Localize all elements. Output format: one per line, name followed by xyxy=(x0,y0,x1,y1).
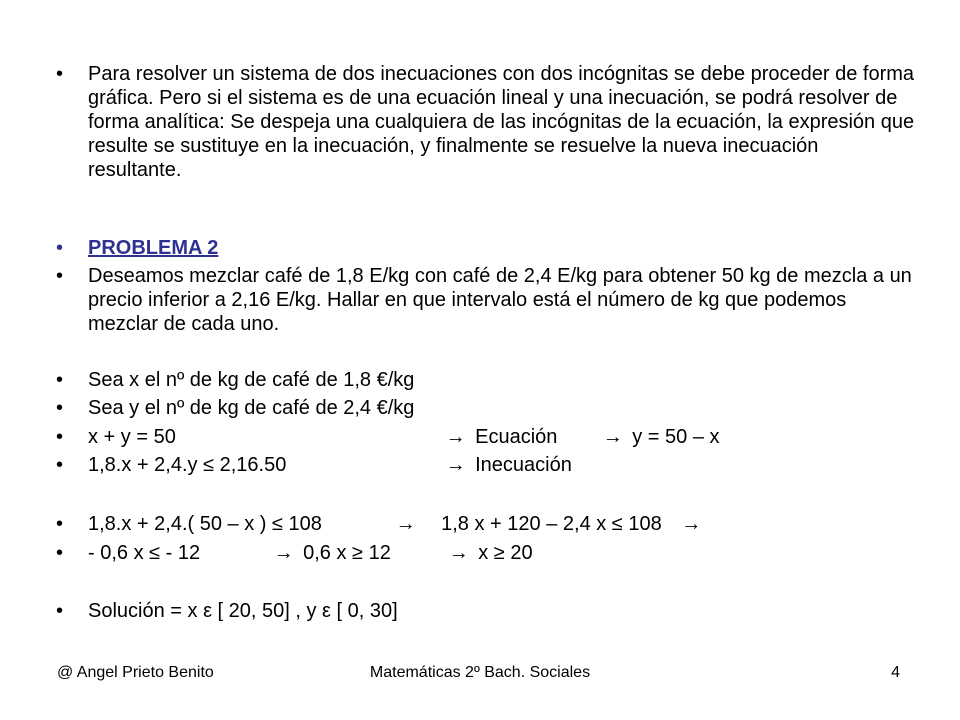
footer-author: @ Angel Prieto Benito xyxy=(57,664,214,681)
arrow-icon: → xyxy=(445,454,466,476)
arrow-icon: → xyxy=(681,513,702,535)
footer-page-number: 4 xyxy=(891,664,900,681)
equation-left: x + y = 50 xyxy=(88,426,176,448)
arrow-icon: → xyxy=(273,542,294,564)
simplification-content xyxy=(88,541,916,565)
arrow-icon: → xyxy=(445,426,466,448)
arrow-icon: → xyxy=(602,426,623,448)
substitution-right: 1,8 x + 120 – 2,4 x ≤ 108 xyxy=(441,513,662,535)
bullet: • xyxy=(56,454,64,476)
problem-heading-text: PROBLEMA 2 xyxy=(88,237,219,259)
bullet: • xyxy=(56,63,64,85)
intro-paragraph xyxy=(56,62,916,206)
problem-statement xyxy=(56,264,916,336)
intro-text: Para resolver un sistema de dos inecuaciones con dos incógnitas se debe proceder de forma gráfica. Pero si el sistema es de una ecuación lineal y una inecuación, se podrá resolver de forma analítica: Se despeja una cualquiera de las incógnitas de la ecuación, la expresión que resulte se sustituye en la inecuación, y finalmente se resuelve la nueva inecuación resultante. xyxy=(88,63,915,181)
bullet: • xyxy=(56,542,64,564)
arrow-icon: → xyxy=(395,513,416,535)
substitution-content xyxy=(88,512,916,536)
simplification-a: - 0,6 x ≤ - 12 xyxy=(88,542,201,564)
bullet: • xyxy=(56,265,64,287)
equation-result: y = 50 – x xyxy=(632,426,720,448)
bullet: • xyxy=(56,237,64,259)
equation-label: Ecuación xyxy=(475,426,558,448)
bullet: • xyxy=(56,513,64,535)
inequation-label: Inecuación xyxy=(475,454,572,476)
bullet: • xyxy=(56,369,64,391)
equation-content xyxy=(88,425,916,449)
arrow-icon: → xyxy=(448,542,469,564)
bullet: • xyxy=(56,600,64,622)
bullet: • xyxy=(56,426,64,448)
simplification-c: x ≥ 20 xyxy=(478,542,533,564)
x-definition-text: Sea x el nº de kg de café de 1,8 €/kg xyxy=(88,369,415,391)
bullet: • xyxy=(56,397,64,419)
footer-course: Matemáticas 2º Bach. Sociales xyxy=(369,664,591,681)
simplification-b: 0,6 x ≥ 12 xyxy=(303,542,391,564)
inequation-left: 1,8.x + 2,4.y ≤ 2,16.50 xyxy=(88,454,287,476)
solution-text: Solución = x ε [ 20, 50] , y ε [ 0, 30] xyxy=(88,600,398,622)
substitution-left: 1,8.x + 2,4.( 50 – x ) ≤ 108 xyxy=(88,513,322,535)
problem-statement-text: Deseamos mezclar café de 1,8 E/kg con café de 2,4 E/kg para obtener 50 kg de mezcla a un precio inferior a 2,16 E/kg. Hallar en que intervalo está el número de kg que podemos mezclar de cada uno. xyxy=(88,265,912,335)
inequation-content xyxy=(88,453,916,477)
y-definition-text: Sea y el nº de kg de café de 2,4 €/kg xyxy=(88,397,415,419)
